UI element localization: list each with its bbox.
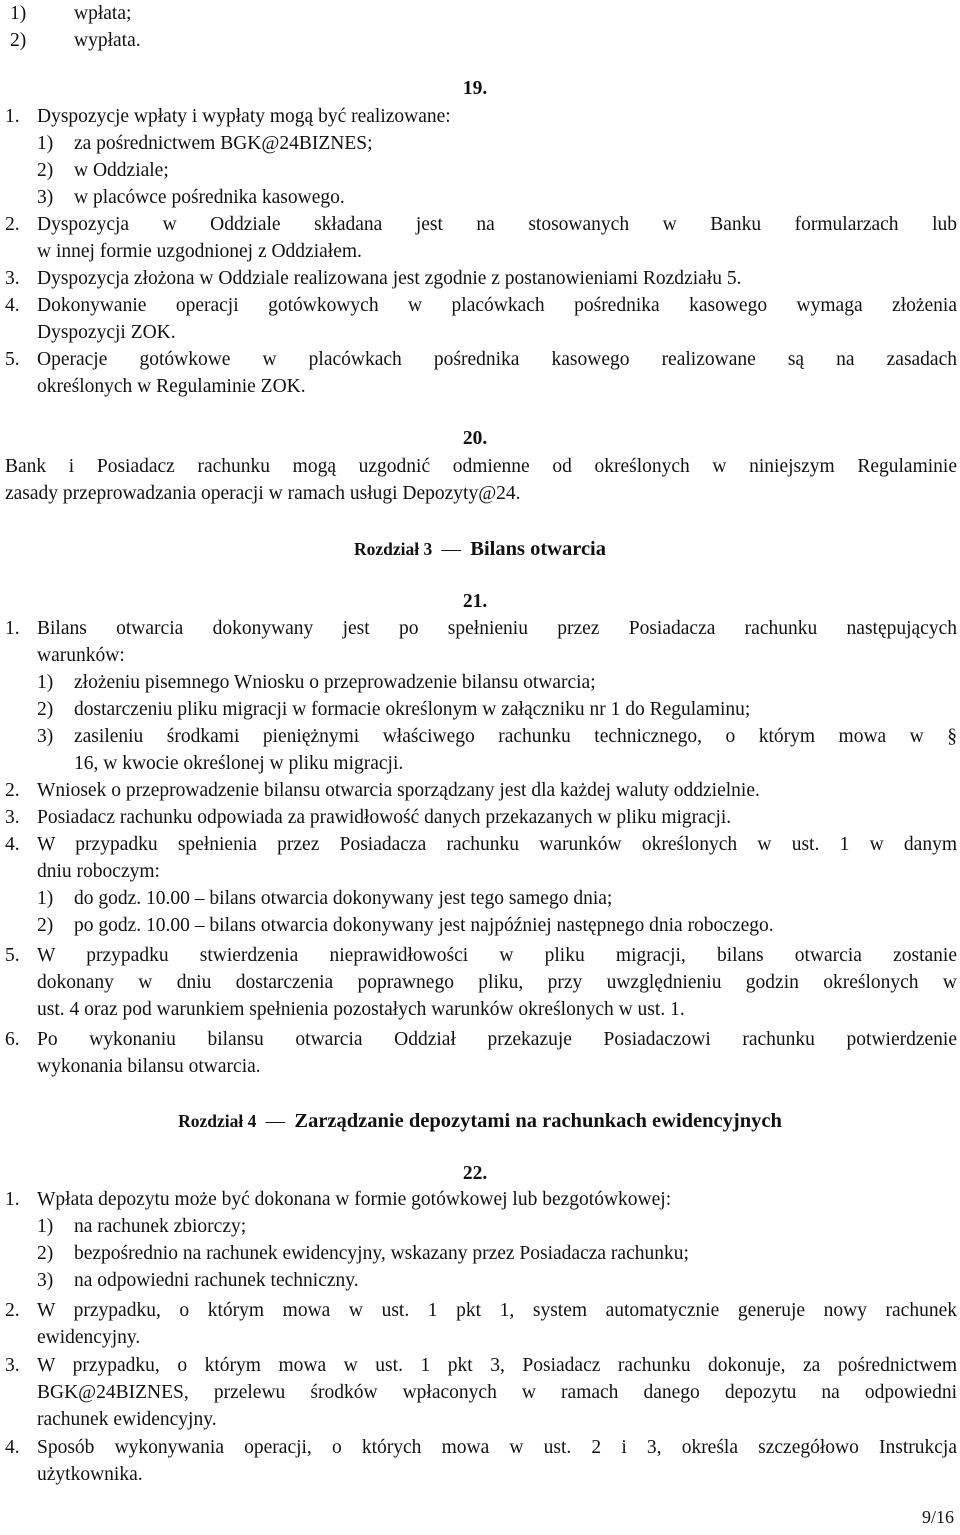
section-heading: 19.	[462, 78, 488, 99]
section-heading: 21.	[462, 591, 488, 612]
chapter-title: Rozdział 4 — Zarządzanie depozytami na rachunkach ewidencyjnych	[178, 1110, 782, 1132]
section-heading: 22.	[462, 1163, 488, 1184]
chapter-title: Rozdział 3 — Bilans otwarcia	[354, 538, 606, 560]
paragraph: Bank i Posiadacz rachunku mogą uzgodnić odmienne od określonych w niniejszym Regulaminie	[5, 456, 957, 477]
document-page: 1) wpłata; 2) wypłata. 19. 1. Dyspozycje wpłaty i wypłaty mogą być realizowane: 1) za pośrednictwem BGK@24BIZNES; 2) w Oddziale; 3) w placówce pośrednika kasowego. 2. Dyspozycja w Oddziale składana jest na stosowanych w Banku formularzach lub w innej formie uzgodnionej z Oddziałem. 3. Dyspozycja złożona w Oddziale realizowana jest zgodnie z postanowieniami Rozdziału 5. 4. Dokonywanie operacji gotówkowych w placówkach pośrednika kasowego wymaga złożenia Dyspozycji ZOK. 5. Operacje gotówkowe w placówkach pośrednika kasowego realizowane są na zasadach określonych w Regulaminie ZOK. 20. Bank i Posiadacz rachunku mogą uzgodnić odmienne od określonych w niniejszym Regulaminie zasady przeprowadzania operacji w ramach usługi Depozyty@24. Rozdział 3 — Bilans otwarcia 21. 1. Bilans otwarcia dokonywany jest po spełnieniu przez Posiadacza rachunku następujących warunków: 1) złożeniu pisemnego Wniosku o przeprowadzenie bilansu otwarcia; 2) dostarczeniu pliku migracji w formacie określonym w załączniku nr 1 do Regulaminu; 3) zasileniu środkami pieniężnymi właściwego rachunku technicznego, o którym mowa w § 16, w kwocie określonej w pliku migracji. 2. Wniosek o przeprowadzenie bilansu otwarcia sporządzany jest dla każdej waluty oddzielnie. 3. Posiadacz rachunku odpowiada za prawidłowość danych przekazanych w pliku migracji. 4. W przypadku spełnienia przez Posiadacza rachunku warunków określonych w ust. 1 w danym dniu roboczym: 1) do godz. 10.00 – bilans otwarcia dokonywany jest tego samego dnia; 2) po godz. 10.00 – bilans otwarcia dokonywany jest najpóźniej następnego dnia roboczego. 5. W przypadku stwierdzenia nieprawidłowości w pliku migracji, bilans otwarcia zostanie dokonany w dniu dostarczenia poprawnego pliku, przy uwzględnieniu godzin określonych w ust. 4 oraz pod warunkiem spełnienia pozostałych warunków określonych w ust. 1. 6. Po wykonaniu bilansu otwarcia Oddział przekazuje Posiadaczowi rachunku potwierdzenie wykonania bilansu otwarcia. Rozdział 4 — Zarządzanie depozytami na rachunkach ewidencyjnych 22. 1. Wpłata depozytu może być dokonana w formie gotówkowej lub bezgotówkowej: 1) na rachunek zbiorczy; 2) bezpośrednio na rachunek ewidencyjny, wskazany przez Posiadacza rachunku; 3) na odpowiedni rachunek techniczny. 2. W przypadku, o którym mowa w ust. 1 pkt 1, system automatycznie generuje nowy rachunek ewidencyjny. 3. W przypadku, o którym mowa w ust. 1 pkt 3, Posiadacz rachunku dokonuje, za pośrednictwem BGK@24BIZNES, przelewu środków wpłaconych w ramach danego depozytu na odpowiedni rachunek ewidencyjny. 4. Sposób wykonywania operacji, o których mowa w ust. 2 i 3, określa szczegółowo Instrukcja użytkownika. 9/16	[0, 0, 960, 1535]
section-heading: 20.	[462, 428, 488, 449]
paragraph-cont: zasady przeprowadzania operacji w ramach usługi Depozyty@24.	[5, 483, 521, 504]
page-number: 9/16	[921, 1507, 954, 1527]
